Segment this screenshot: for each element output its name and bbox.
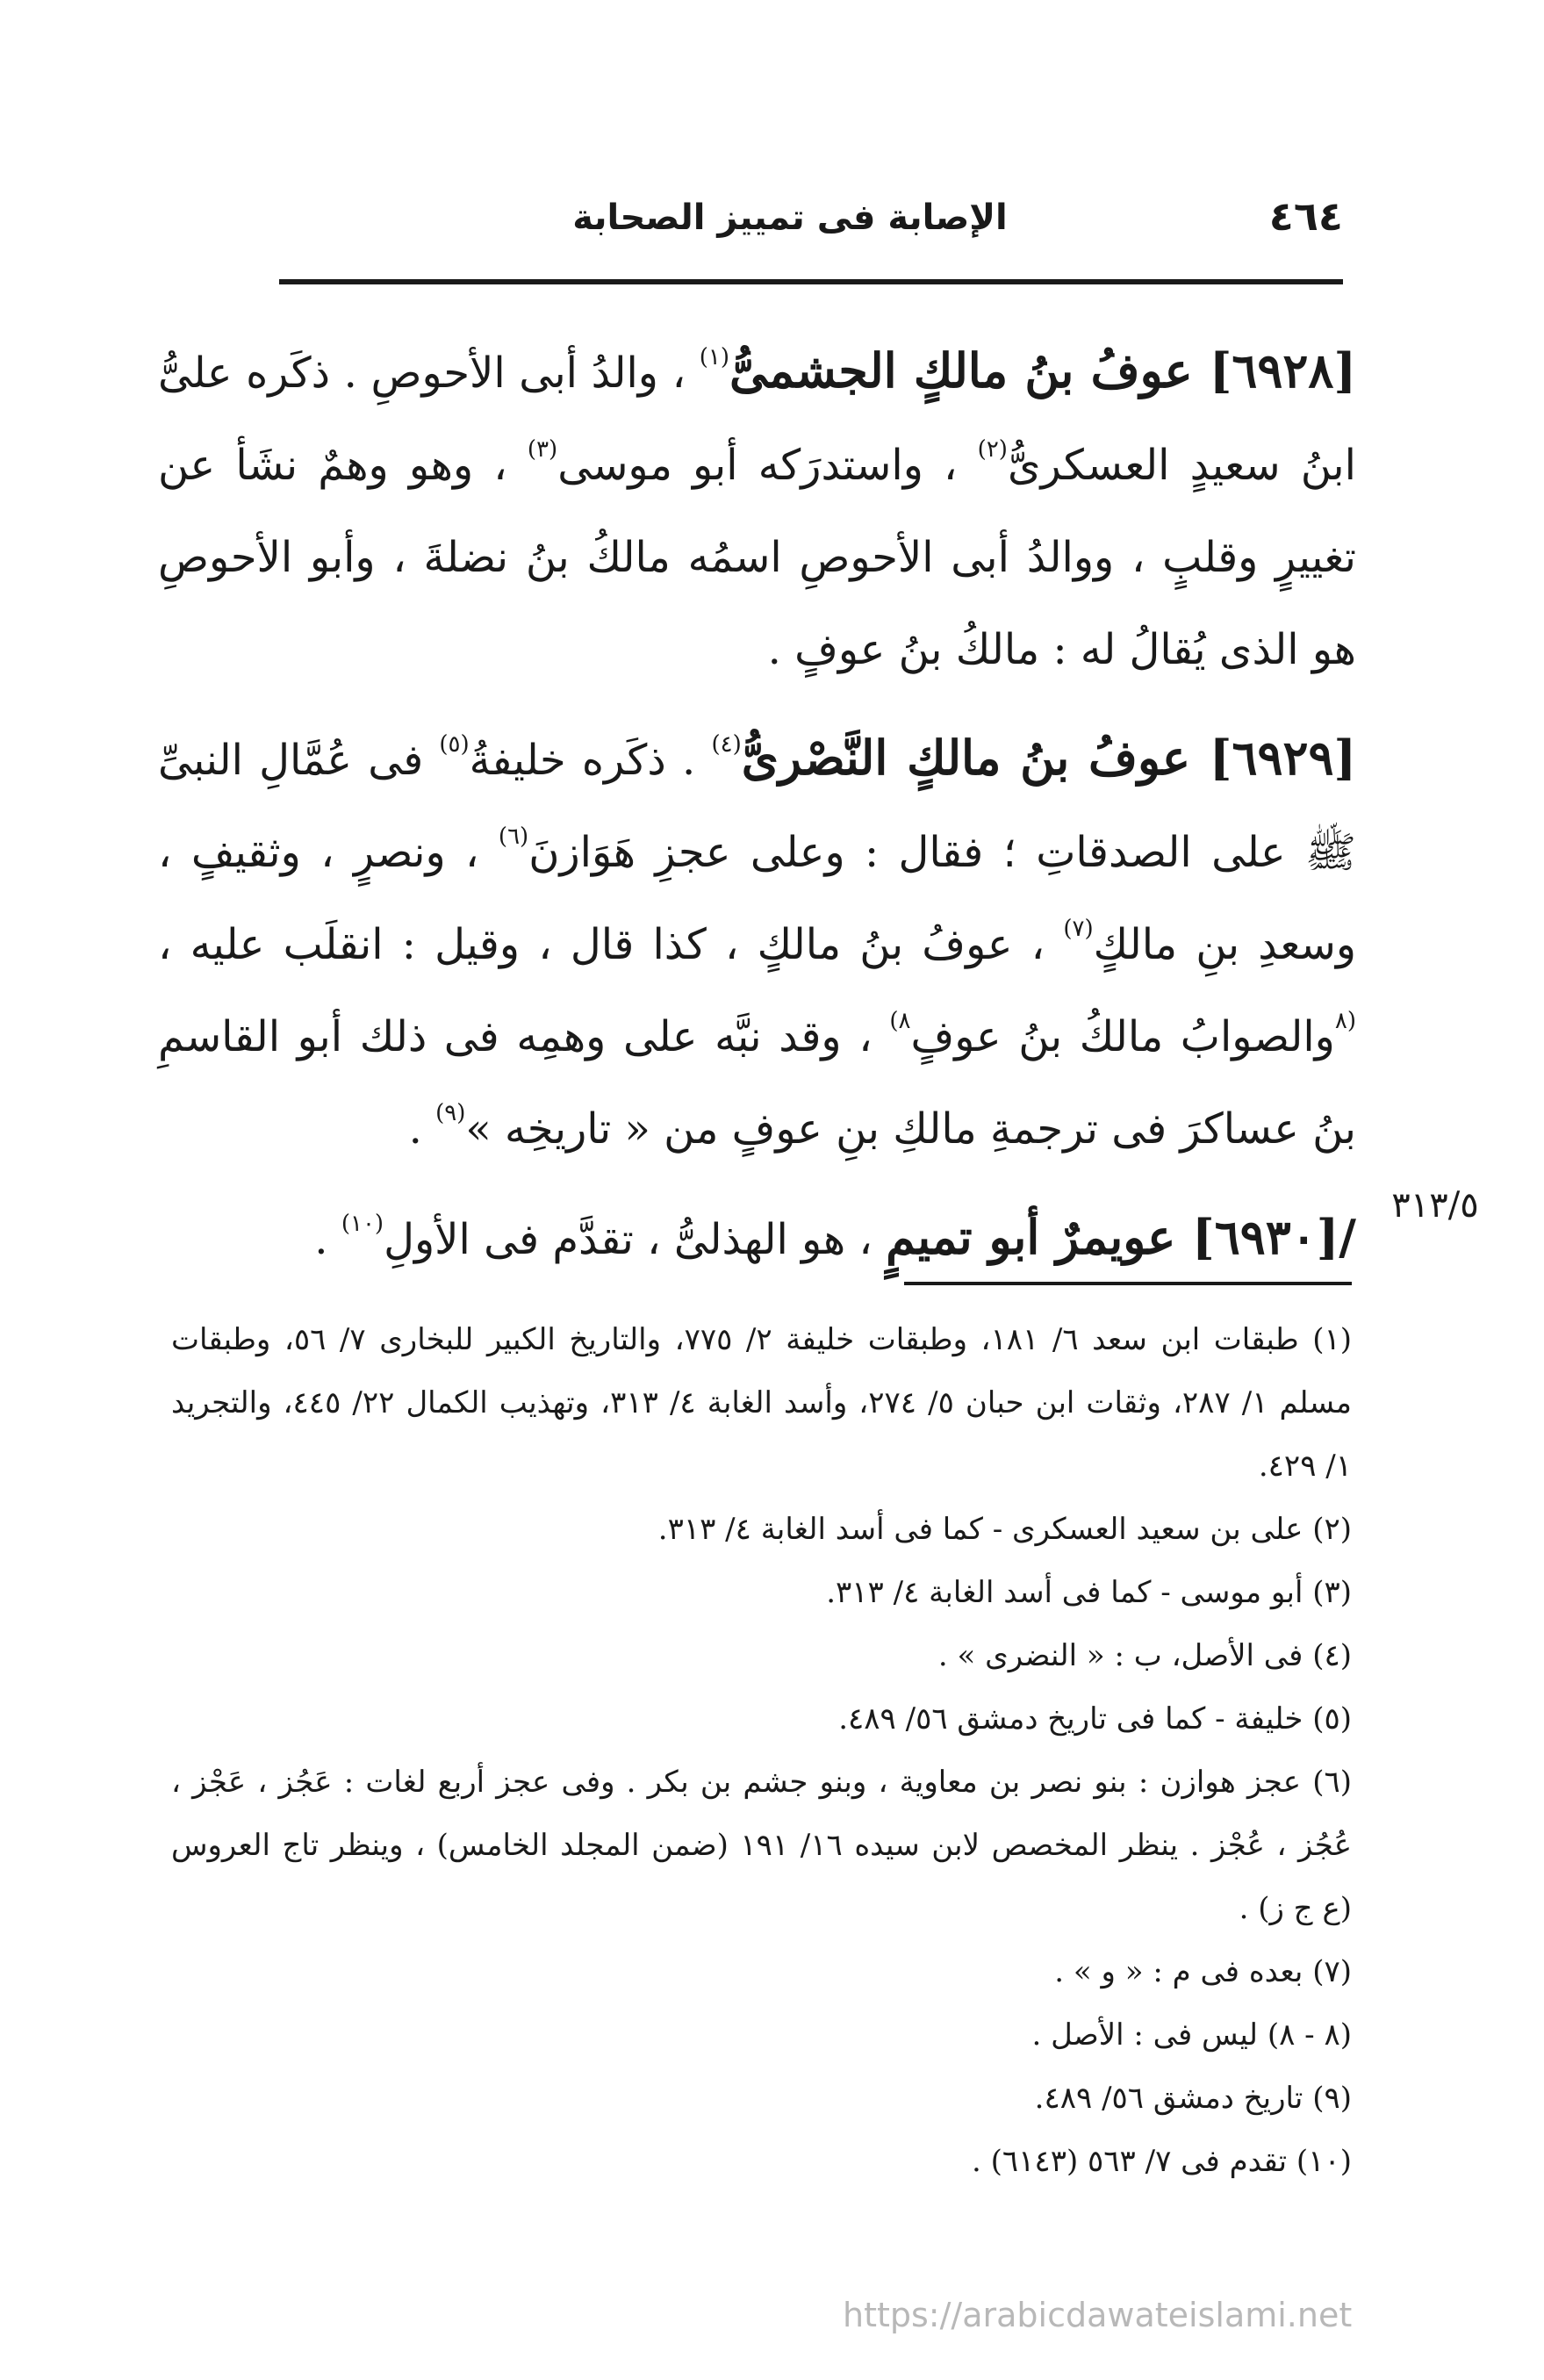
entry-heading: [٦٩٢٩] عوفُ بنُ مالكٍ النَّصْرىُّ — [741, 730, 1357, 786]
entry-heading: /[٦٩٣٠] عويمرٌ أبو تميمٍ — [886, 1209, 1356, 1265]
entry-text: ، هو الهذلىُّ ، تقدَّم فى الأولِ — [384, 1215, 873, 1264]
footnote-ref: (٩) — [435, 1100, 466, 1126]
entry-6929 — [158, 712, 1356, 1176]
footnote: (١) طبقات ابن سعد ٦/ ١٨١، وطبقات خليفة ٢/ ٧٧٥، والتاريخ الكبير للبخارى ٧/ ٥٦، وطبقات مسلم ١/ ٢٨٧، وثقات ابن حبان ٥/ ٢٧٤، وأسد الغابة ٤/ ٣١٣، وتهذيب الكمال ٢٢/ ٤٤٥، والتجريد ١/ ٤٢٩. — [171, 1322, 1353, 1484]
page-header — [281, 189, 1343, 259]
footnote: (٤) فى الأصل، ب : « النضرى » . — [937, 1638, 1352, 1673]
entry-text: . — [314, 1215, 328, 1264]
page-number: ٤٦٤ — [1268, 192, 1343, 240]
footnote: (٨ - ٨) ليس فى : الأصل . — [1031, 2017, 1352, 2053]
margin-reference: ٣١٣/٥ — [1391, 1185, 1479, 1226]
footnote: (٥) خليفة - كما فى تاريخ دمشق ٥٦/ ٤٨٩. — [838, 1701, 1352, 1736]
entry-text: ، والدُ أبى الأحوصِ . ذكَره علىُّ ابنُ سعيدٍ العسكرىُّ — [158, 349, 1357, 490]
running-title: الإصابة فى تمييز الصحابة — [572, 198, 1008, 238]
entry-text: . — [408, 1104, 422, 1154]
entry-text: والصوابُ مالكُ بنُ عوفٍ — [910, 1012, 1335, 1061]
entry-heading: [٦٩٢٨] عوفُ بنُ مالكٍ الجشمىُّ — [729, 342, 1356, 399]
entry-text: ، عوفُ بنُ مالكٍ ، كذا قال ، وقيل : انقلَب عليه ، — [158, 920, 1045, 969]
footnote-ref: (٨ — [1334, 1008, 1356, 1034]
footnote-ref: (٢) — [977, 436, 1008, 463]
footnote: (١٠) تقدم فى ٧/ ٥٦٣ (٦١٤٣) . — [972, 2144, 1352, 2179]
footnote-rule — [904, 1282, 1352, 1285]
footnote: (٣) أبو موسى - كما فى أسد الغابة ٤/ ٣١٣. — [826, 1575, 1352, 1610]
footnote: (٩) تاريخ دمشق ٥٦/ ٤٨٩. — [1034, 2081, 1352, 2116]
footnote-ref: (١٠) — [341, 1211, 384, 1237]
entry-text: فى عُمَّالِ النبىِّ ﷺ على الصدقاتِ ؛ فقال : وعلى عجزِ هَوَازنَ — [158, 736, 1356, 877]
entry-text: ، وهو وهمٌ نشَأ عن تغييرٍ وقلبٍ ، ووالدُ أبى الأحوصِ اسمُه مالكُ بنُ نضلةَ ، وأبو الأحوصِ هو الذى يُقالُ له : مالكُ بنُ عوفٍ . — [158, 441, 1356, 674]
footnote-ref: (٥) — [439, 731, 470, 758]
footnote: (٦) عجز هوازن : بنو نصر بن معاوية ، وبنو جشم بن بكر . وفى عجز أربع لغات : عَجُز ، عَجْز ، عُجُز ، عُجْز . ينظر المخصص لابن سيده ١٦/ ١٩١ (ضمن المجلد الخامس) ، وينظر تاج العروس (ع ج ز) . — [171, 1765, 1353, 1926]
footnote: (٧) بعده فى م : « و » . — [1054, 1954, 1352, 1989]
entry-text: ، ونصرٍ ، وثقيفٍ ، وسعدِ بنِ مالكٍ — [158, 828, 1356, 969]
entry-6928 — [158, 325, 1356, 696]
entry-text: . ذكَره خليفةُ — [469, 736, 696, 785]
footnote-ref: (٣) — [527, 436, 558, 463]
entry-text: ، واستدرَكه أبو موسى — [557, 441, 958, 490]
footnote-ref: (١) — [699, 344, 729, 370]
entry-6930 — [158, 1191, 1356, 1286]
footnotes — [171, 1308, 1352, 2193]
footnote-ref: (٤) — [711, 731, 742, 758]
header-rule — [279, 279, 1343, 284]
entry-text: ، وقد نبَّه على وهمِه فى ذلك أبو القاسمِ بنُ عساكرَ فى ترجمةِ مالكِ بنِ عوفٍ من « تاريخِه » — [158, 1012, 1356, 1154]
footnote-ref: (٧) — [1063, 916, 1094, 942]
footnote-ref: ٨) — [889, 1008, 911, 1034]
watermark-url: https://arabicdawateislami.net — [843, 2296, 1353, 2334]
main-text — [158, 325, 1356, 1302]
footnote-ref: (٦) — [498, 823, 529, 850]
footnote: (٢) على بن سعيد العسكرى - كما فى أسد الغابة ٤/ ٣١٣. — [657, 1512, 1352, 1547]
